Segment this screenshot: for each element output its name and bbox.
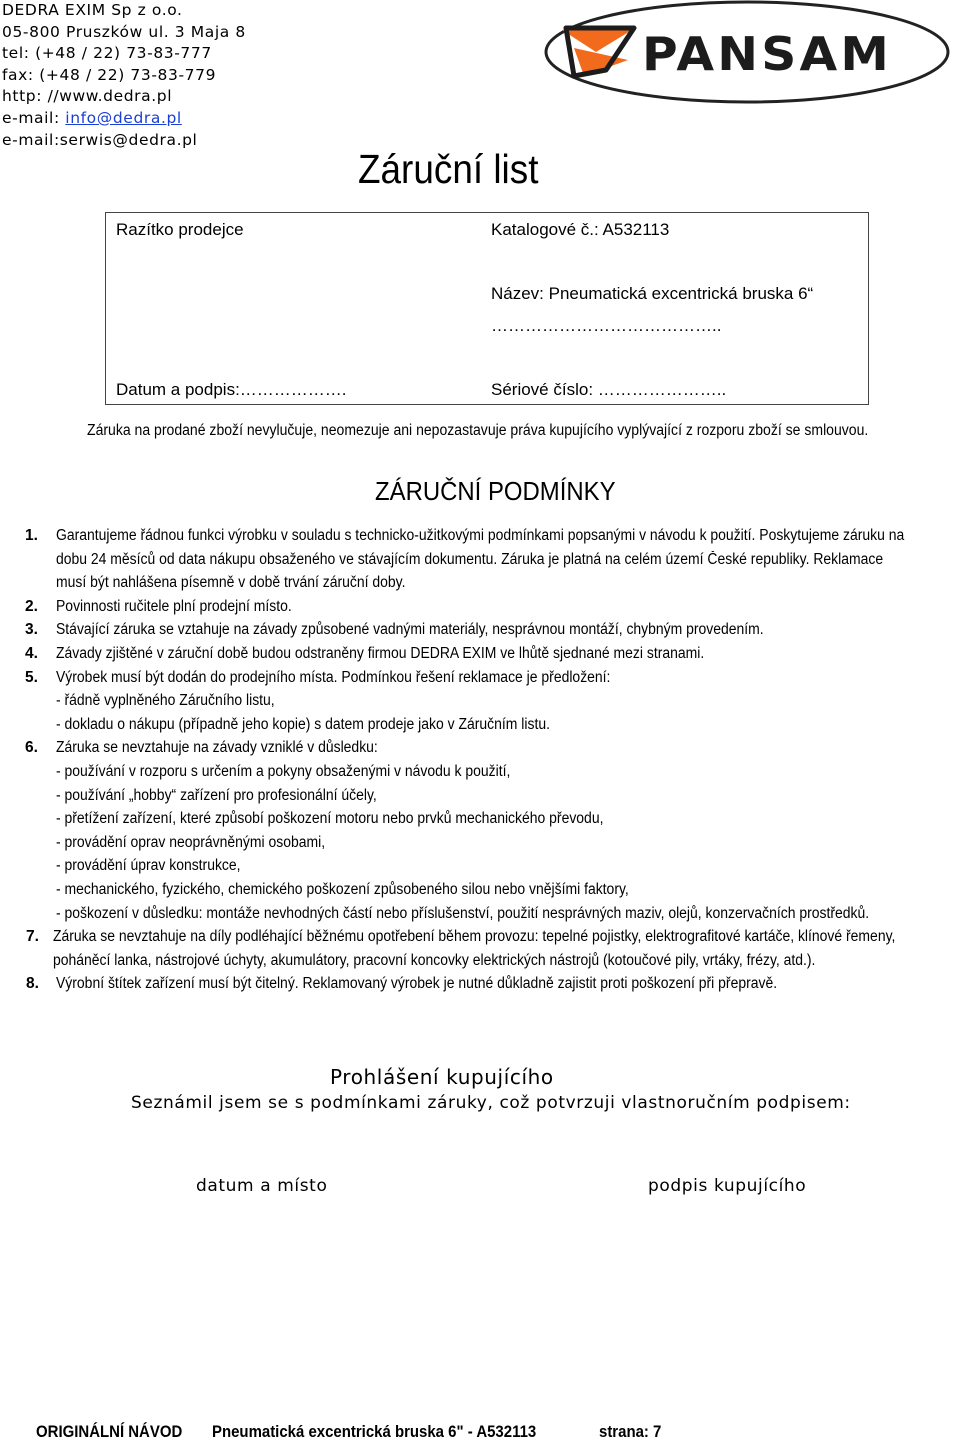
company-http: http: //www.dedra.pl	[2, 87, 173, 106]
buyer-signature-label: podpis kupujícího	[648, 1176, 807, 1196]
footer-product: Pneumatická excentrická bruska 6" - A532113	[212, 1422, 537, 1441]
condition-text: - provádění úprav konstrukce,	[56, 857, 241, 875]
declaration-title: Prohlášení kupujícího	[330, 1065, 554, 1089]
logo-text: PANSAM	[642, 27, 892, 81]
condition-text: Výrobní štítek zařízení musí být čitelný. Reklamovaný výrobek je nutné důkladně zajistit proti poškození při přepravě.	[56, 975, 778, 993]
condition-text: musí být nahlášena písemně v době trvání záruční doby.	[56, 574, 406, 592]
seller-stamp-label: Razítko prodejce	[116, 220, 244, 239]
warranty-box	[105, 212, 869, 405]
declaration-text: Seznámil jsem se s podmínkami záruky, což potvrzuji vlastnoručním podpisem:	[131, 1093, 851, 1113]
condition-text: poháněcí lanka, nástrojové úchyty, akumulátory, pracovní koncovky elektrických nástrojů (kotoučové pily, vrtáky, frézy, atd.).	[53, 951, 816, 969]
condition-text: - přetížení zařízení, které způsobí poškození motoru nebo prvků mechanického převodu,	[56, 810, 604, 828]
pansam-logo	[544, 0, 950, 104]
condition-text: Záruka se nevztahuje na díly podléhající běžnému opotřebení během provozu: tepelné pojistky, elektrografitové kartáče, klínové řemeny,	[53, 928, 896, 946]
company-address: 05-800 Pruszków ul. 3 Maja 8	[2, 22, 246, 41]
condition-text: - dokladu o nákupu (případně jeho kopie) s datem prodeje jako v Záručním listu.	[56, 715, 550, 733]
condition-text: - provádění oprav neoprávněnými osobami,	[56, 833, 326, 851]
product-name: Název: Pneumatická excentrická bruska 6“	[491, 284, 814, 303]
condition-text: Stávající záruka se vztahuje na závady způsobené vadnými materiály, nesprávnou montáží, chybným provedením.	[56, 621, 764, 639]
condition-text: - mechanického, fyzického, chemického poškození způsobeného silou nebo vnějšími faktory,	[56, 881, 629, 898]
condition-text: Závady zjištěné v záruční době budou odstraněny firmou DEDRA EXIM ve lhůtě sjednané mezi stranami.	[56, 645, 705, 662]
footer-original-manual: ORIGINÁLNÍ NÁVOD	[36, 1422, 183, 1441]
condition-text: dobu 24 měsíců od data nákupu obsaženého ve stávajícím dokumentu. Záruka je platná na celém území České republiky. Reklamace	[56, 550, 884, 568]
condition-text: - řádně vyplněného Záručního listu,	[56, 692, 275, 710]
date-place-label: datum a místo	[196, 1176, 328, 1196]
condition-text: - poškození v důsledku: montáže nevhodných částí nebo příslušenství, použití nesprávných maziv, olejů, konzervačních prostředků.	[56, 904, 870, 922]
condition-number: 4.	[25, 645, 38, 662]
page-title: Záruční list	[358, 146, 539, 192]
date-signature-field: Datum a podpis:……………….	[116, 380, 347, 399]
company-fax: fax: (+48 / 22) 73-83-779	[2, 65, 217, 84]
condition-number: 6.	[25, 739, 38, 757]
condition-number: 2.	[25, 597, 38, 615]
condition-number: 1.	[25, 527, 38, 544]
product-name-dots: …………………………………..	[491, 316, 722, 335]
condition-number: 7.	[26, 928, 39, 946]
condition-text: Záruka se nevztahuje na závady vzniklé v důsledku:	[56, 739, 378, 757]
company-info	[2, 0, 246, 151]
condition-text: - používání v rozporu s určením a pokyny obsaženými v návodu k použití,	[56, 763, 511, 780]
footer-page: strana: 7	[599, 1422, 662, 1441]
email-link[interactable]: info@dedra.pl	[65, 108, 182, 127]
condition-text: - používání „hobby“ zařízení pro profesionální účely,	[56, 786, 377, 804]
company-email-line	[2, 108, 246, 130]
catalog-number: Katalogové č.: A532113	[491, 220, 670, 239]
conditions-title: ZÁRUČNÍ PODMÍNKY	[375, 476, 616, 506]
condition-number: 3.	[25, 621, 38, 639]
condition-text: Povinnosti ručitele plní prodejní místo.	[56, 597, 292, 615]
serial-number-field: Sériové číslo: …………………..	[491, 380, 727, 399]
condition-text: Garantujeme řádnou funkci výrobku v souladu s technicko-užitkovými podmínkami popsanými v návodu k použití. Poskytujeme záruku na	[56, 527, 905, 544]
condition-number: 8.	[26, 975, 39, 993]
warranty-intro: Záruka na prodané zboží nevylučuje, neomezuje ani nepozastavuje práva kupujícího vyplývající z rozporu zboží se smlouvou.	[87, 422, 869, 439]
company-email-service: e-mail:serwis@dedra.pl	[2, 130, 198, 149]
condition-number: 5.	[25, 668, 38, 686]
condition-text: Výrobek musí být dodán do prodejního místa. Podmínkou řešení reklamace je předložení:	[56, 668, 611, 686]
email-prefix: e-mail:	[2, 108, 66, 127]
company-name: DEDRA EXIM Sp z o.o.	[2, 1, 183, 19]
company-tel: tel: (+48 / 22) 73-83-777	[2, 44, 212, 63]
